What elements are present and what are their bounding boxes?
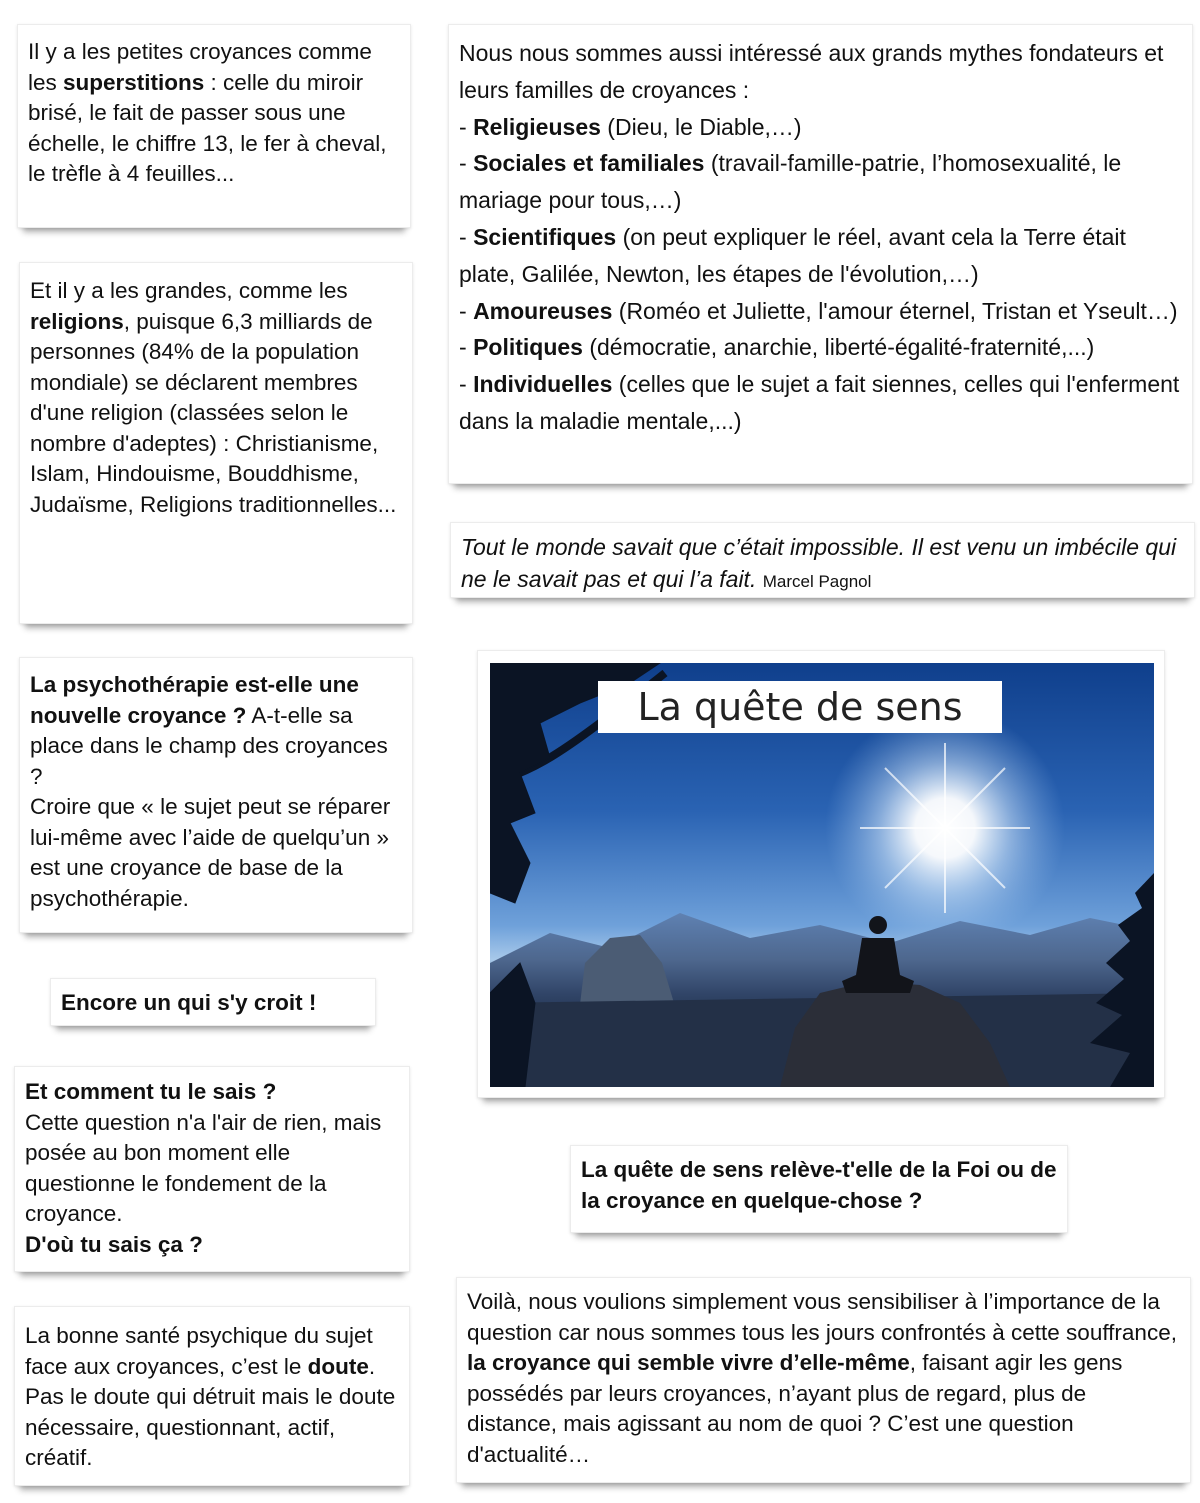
comment-card (14, 1066, 410, 1272)
mythes-item: - Individuelles (celles que le sujet a fait siennes, celles qui l'enferment dans la maladie mentale,...) (459, 371, 1180, 434)
conclusion-text: Voilà, nous voulions simplement vous sensibiliser à l’importance de la question car nous sommes tous les jours confrontés à cette souffrance, la croyance qui semble vivre d’elle-même, faisant agir les gens possédés par leurs croyances, n’ayant plus de regard, plus de distance, mais agissant au nom de quoi ? C’est une question d'actualité… (467, 1289, 1177, 1467)
quote-author: Marcel Pagnol (762, 572, 872, 591)
comment-text: Cette question n'a l'air de rien, mais posée au bon moment elle questionne le fondement de la croyance. (25, 1109, 382, 1226)
question-card (570, 1145, 1068, 1233)
mythes-intro: Nous nous sommes aussi intéressé aux grands mythes fondateurs et leurs familles de croyances : (459, 40, 1164, 103)
mythes-card (448, 24, 1193, 484)
mythes-item: - Religieuses (Dieu, le Diable,…) (459, 113, 802, 140)
image-card (477, 650, 1165, 1098)
encore-text: Encore un qui s'y croit ! (61, 990, 317, 1015)
quote-card (450, 522, 1195, 598)
comment-question: Et comment tu le sais ? (25, 1079, 277, 1104)
sante-card (14, 1306, 410, 1486)
mythes-item: - Scientifiques (on peut expliquer le réel, avant cela la Terre était plate, Galilée, Newton, les étapes de l'évolution,…) (459, 223, 1126, 287)
psychotherapie-question: La psychothérapie est-elle une nouvelle croyance ? A-t-elle sa place dans le champ des croyances ? (30, 672, 388, 789)
religions-keyword: religions (30, 308, 124, 334)
superstitions-keyword: superstitions (63, 69, 205, 95)
conclusion-keyword: la croyance qui semble vivre d’elle-même (467, 1350, 910, 1375)
mythes-item: - Amoureuses (Roméo et Juliette, l'amour éternel, Tristan et Yseult…) (459, 297, 1178, 324)
quote-text: Tout le monde savait que c’était impossible. Il est venu un imbécile qui ne le savait pas et qui l’a fait. Marcel Pagnol (461, 534, 1177, 592)
encore-card (50, 978, 376, 1026)
superstitions-card (17, 24, 411, 228)
religions-text: Et il y a les grandes, comme les religions, puisque 6,3 milliards de personnes (84% de la population mondiale) se déclarent membres d'une religion (classées selon le nombre d'adeptes) : Christianisme, Islam, Hindouisme, Bouddhisme, Judaïsme, Religions traditionnelles... (30, 278, 397, 517)
psychotherapie-text: Croire que « le sujet peut se réparer lui-même avec l’aide de quelqu’un » est une croyance de base de la psychothérapie. (30, 794, 391, 911)
sante-text: La bonne santé psychique du sujet face aux croyances, c’est le doute. Pas le doute qui détruit mais le doute nécessaire, questionnant, actif, créatif. (25, 1323, 396, 1470)
mountain-photo (490, 663, 1154, 1087)
sun-rays (860, 743, 1030, 913)
psychotherapie-card (19, 657, 413, 933)
religions-card (19, 262, 413, 624)
conclusion-card (456, 1277, 1191, 1483)
mythes-item: - Sociales et familiales (travail-famille-patrie, l’homosexualité, le mariage pour tous,…) (459, 150, 1122, 214)
image-title: La quête de sens (598, 681, 1002, 733)
superstitions-text: Il y a les petites croyances comme les superstitions : celle du miroir brisé, le fait de passer sous une échelle, le chiffre 13, le fer à cheval, le trèfle à 4 feuilles... (28, 39, 387, 186)
comment-question-2: D'où tu sais ça ? (25, 1231, 203, 1257)
mythes-item: - Politiques (démocratie, anarchie, liberté-égalité-fraternité,...) (459, 334, 1095, 361)
sante-keyword: doute (307, 1353, 369, 1379)
question-text: La quête de sens relève-t'elle de la Foi ou de la croyance en quelque-chose ? (581, 1157, 1057, 1213)
